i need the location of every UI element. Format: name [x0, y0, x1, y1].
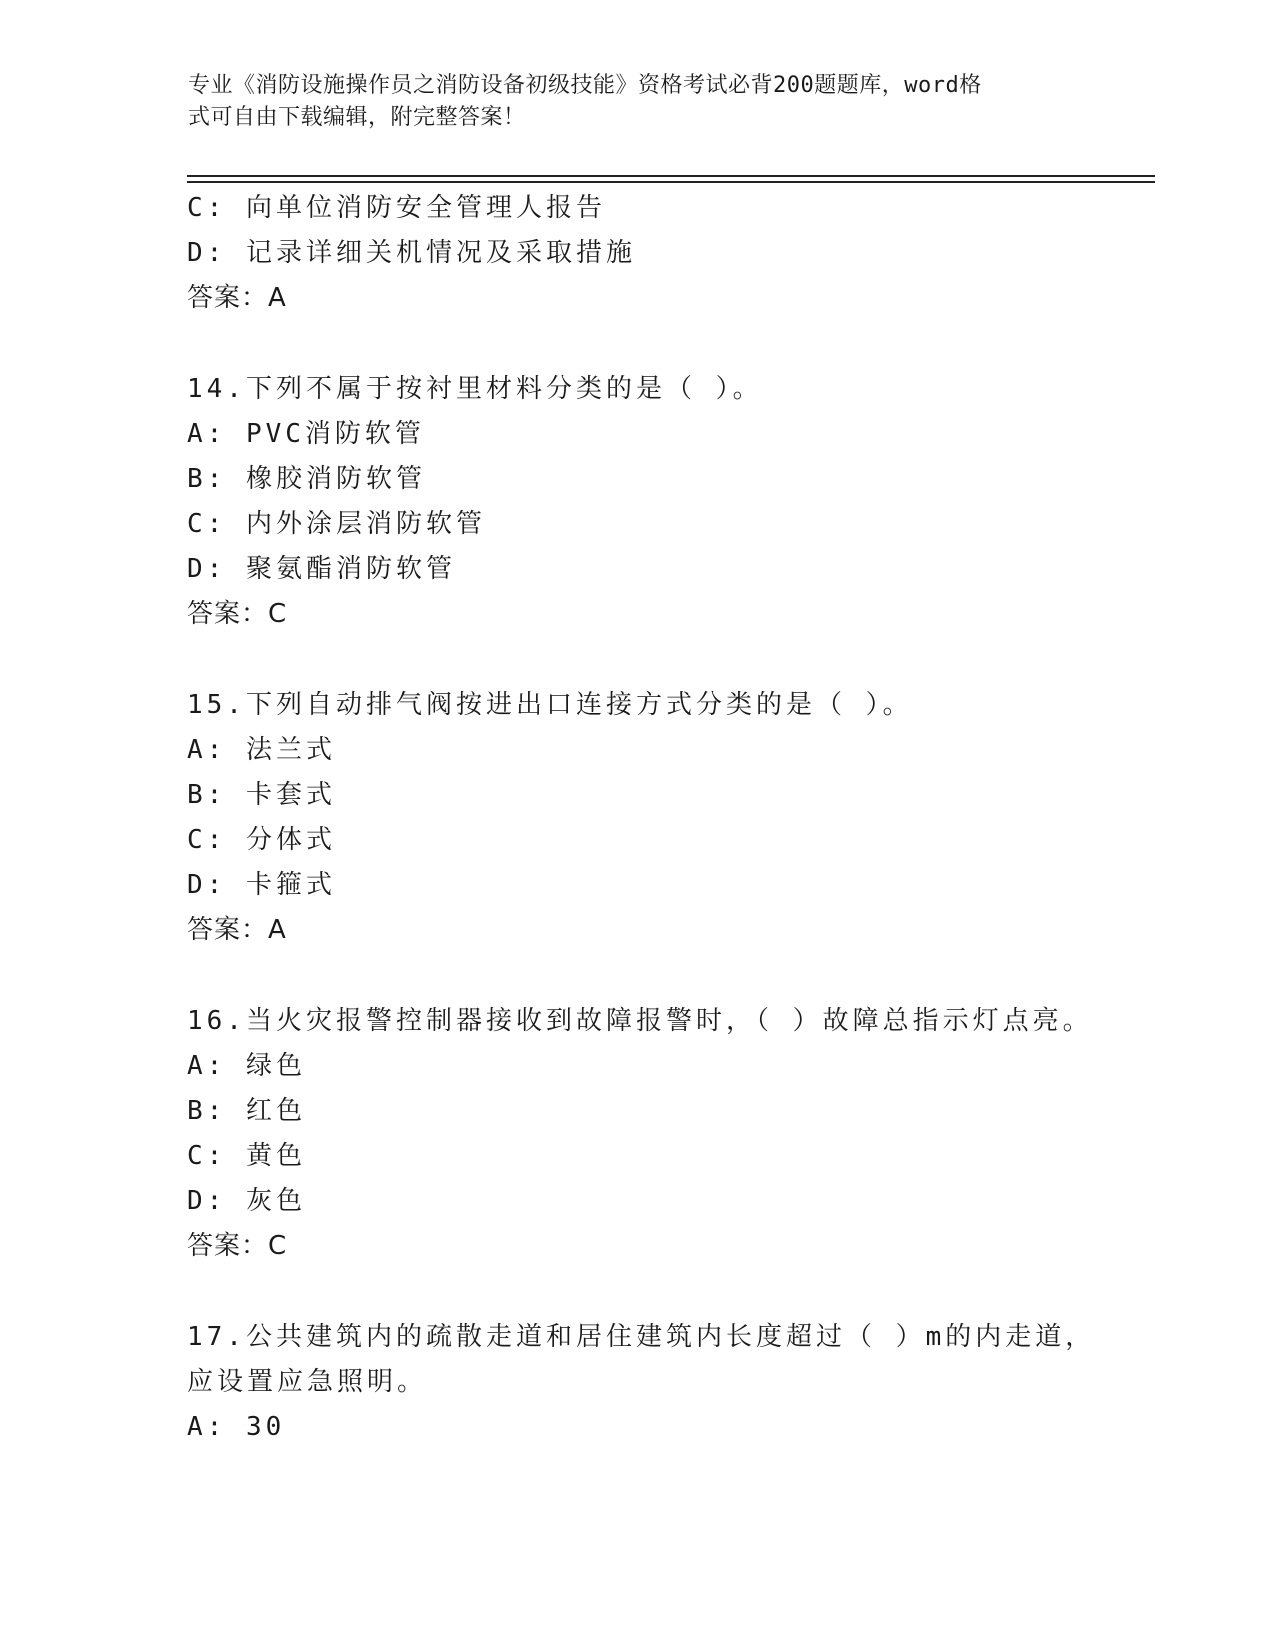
q16-answer: 答案：C [187, 1231, 288, 1261]
header-line-1: 专业《消防设施操作员之消防设备初级技能》资格考试必背200题题库，word格 [188, 73, 982, 98]
q14-option-c: C: 内外涂层消防软管 [187, 509, 486, 539]
q17-stem-line-1: 17.公共建筑内的疏散走道和居住建筑内长度超过（ ）m的内走道， [187, 1322, 1096, 1352]
q14-stem: 14.下列不属于按衬里材料分类的是（ ）。 [187, 374, 763, 404]
q16-stem: 16.当火灾报警控制器接收到故障报警时，（ ）故障总指示灯点亮。 [187, 1006, 1093, 1036]
q15-answer: 答案：A [187, 915, 287, 945]
q15-option-b: B: 卡套式 [187, 780, 336, 810]
prev-option-d: D: 记录详细关机情况及采取措施 [187, 238, 636, 268]
header-line-2: 式可自由下载编辑，附完整答案！ [188, 105, 526, 130]
prev-option-c: C: 向单位消防安全管理人报告 [187, 193, 606, 223]
q17-option-a: A: 30 [187, 1412, 286, 1442]
q15-option-d: D: 卡箍式 [187, 870, 336, 900]
prev-answer: 答案：A [187, 283, 287, 313]
q16-option-c: C: 黄色 [187, 1141, 306, 1171]
q16-option-d: D: 灰色 [187, 1186, 306, 1216]
q14-option-d: D: 聚氨酯消防软管 [187, 554, 456, 584]
q14-option-b: B: 橡胶消防软管 [187, 464, 426, 494]
header-divider-top [187, 175, 1155, 177]
q15-stem: 15.下列自动排气阀按进出口连接方式分类的是（ ）。 [187, 690, 913, 720]
q17-stem-line-2: 应设置应急照明。 [187, 1367, 428, 1397]
header-divider-bottom [187, 181, 1155, 183]
q15-option-c: C: 分体式 [187, 825, 336, 855]
q14-answer: 答案：C [187, 599, 288, 629]
q16-option-a: A: 绿色 [187, 1051, 306, 1081]
q16-option-b: B: 红色 [187, 1096, 306, 1126]
document-header [188, 70, 1068, 134]
q14-option-a: A: PVC消防软管 [187, 419, 425, 449]
q15-option-a: A: 法兰式 [187, 735, 336, 765]
